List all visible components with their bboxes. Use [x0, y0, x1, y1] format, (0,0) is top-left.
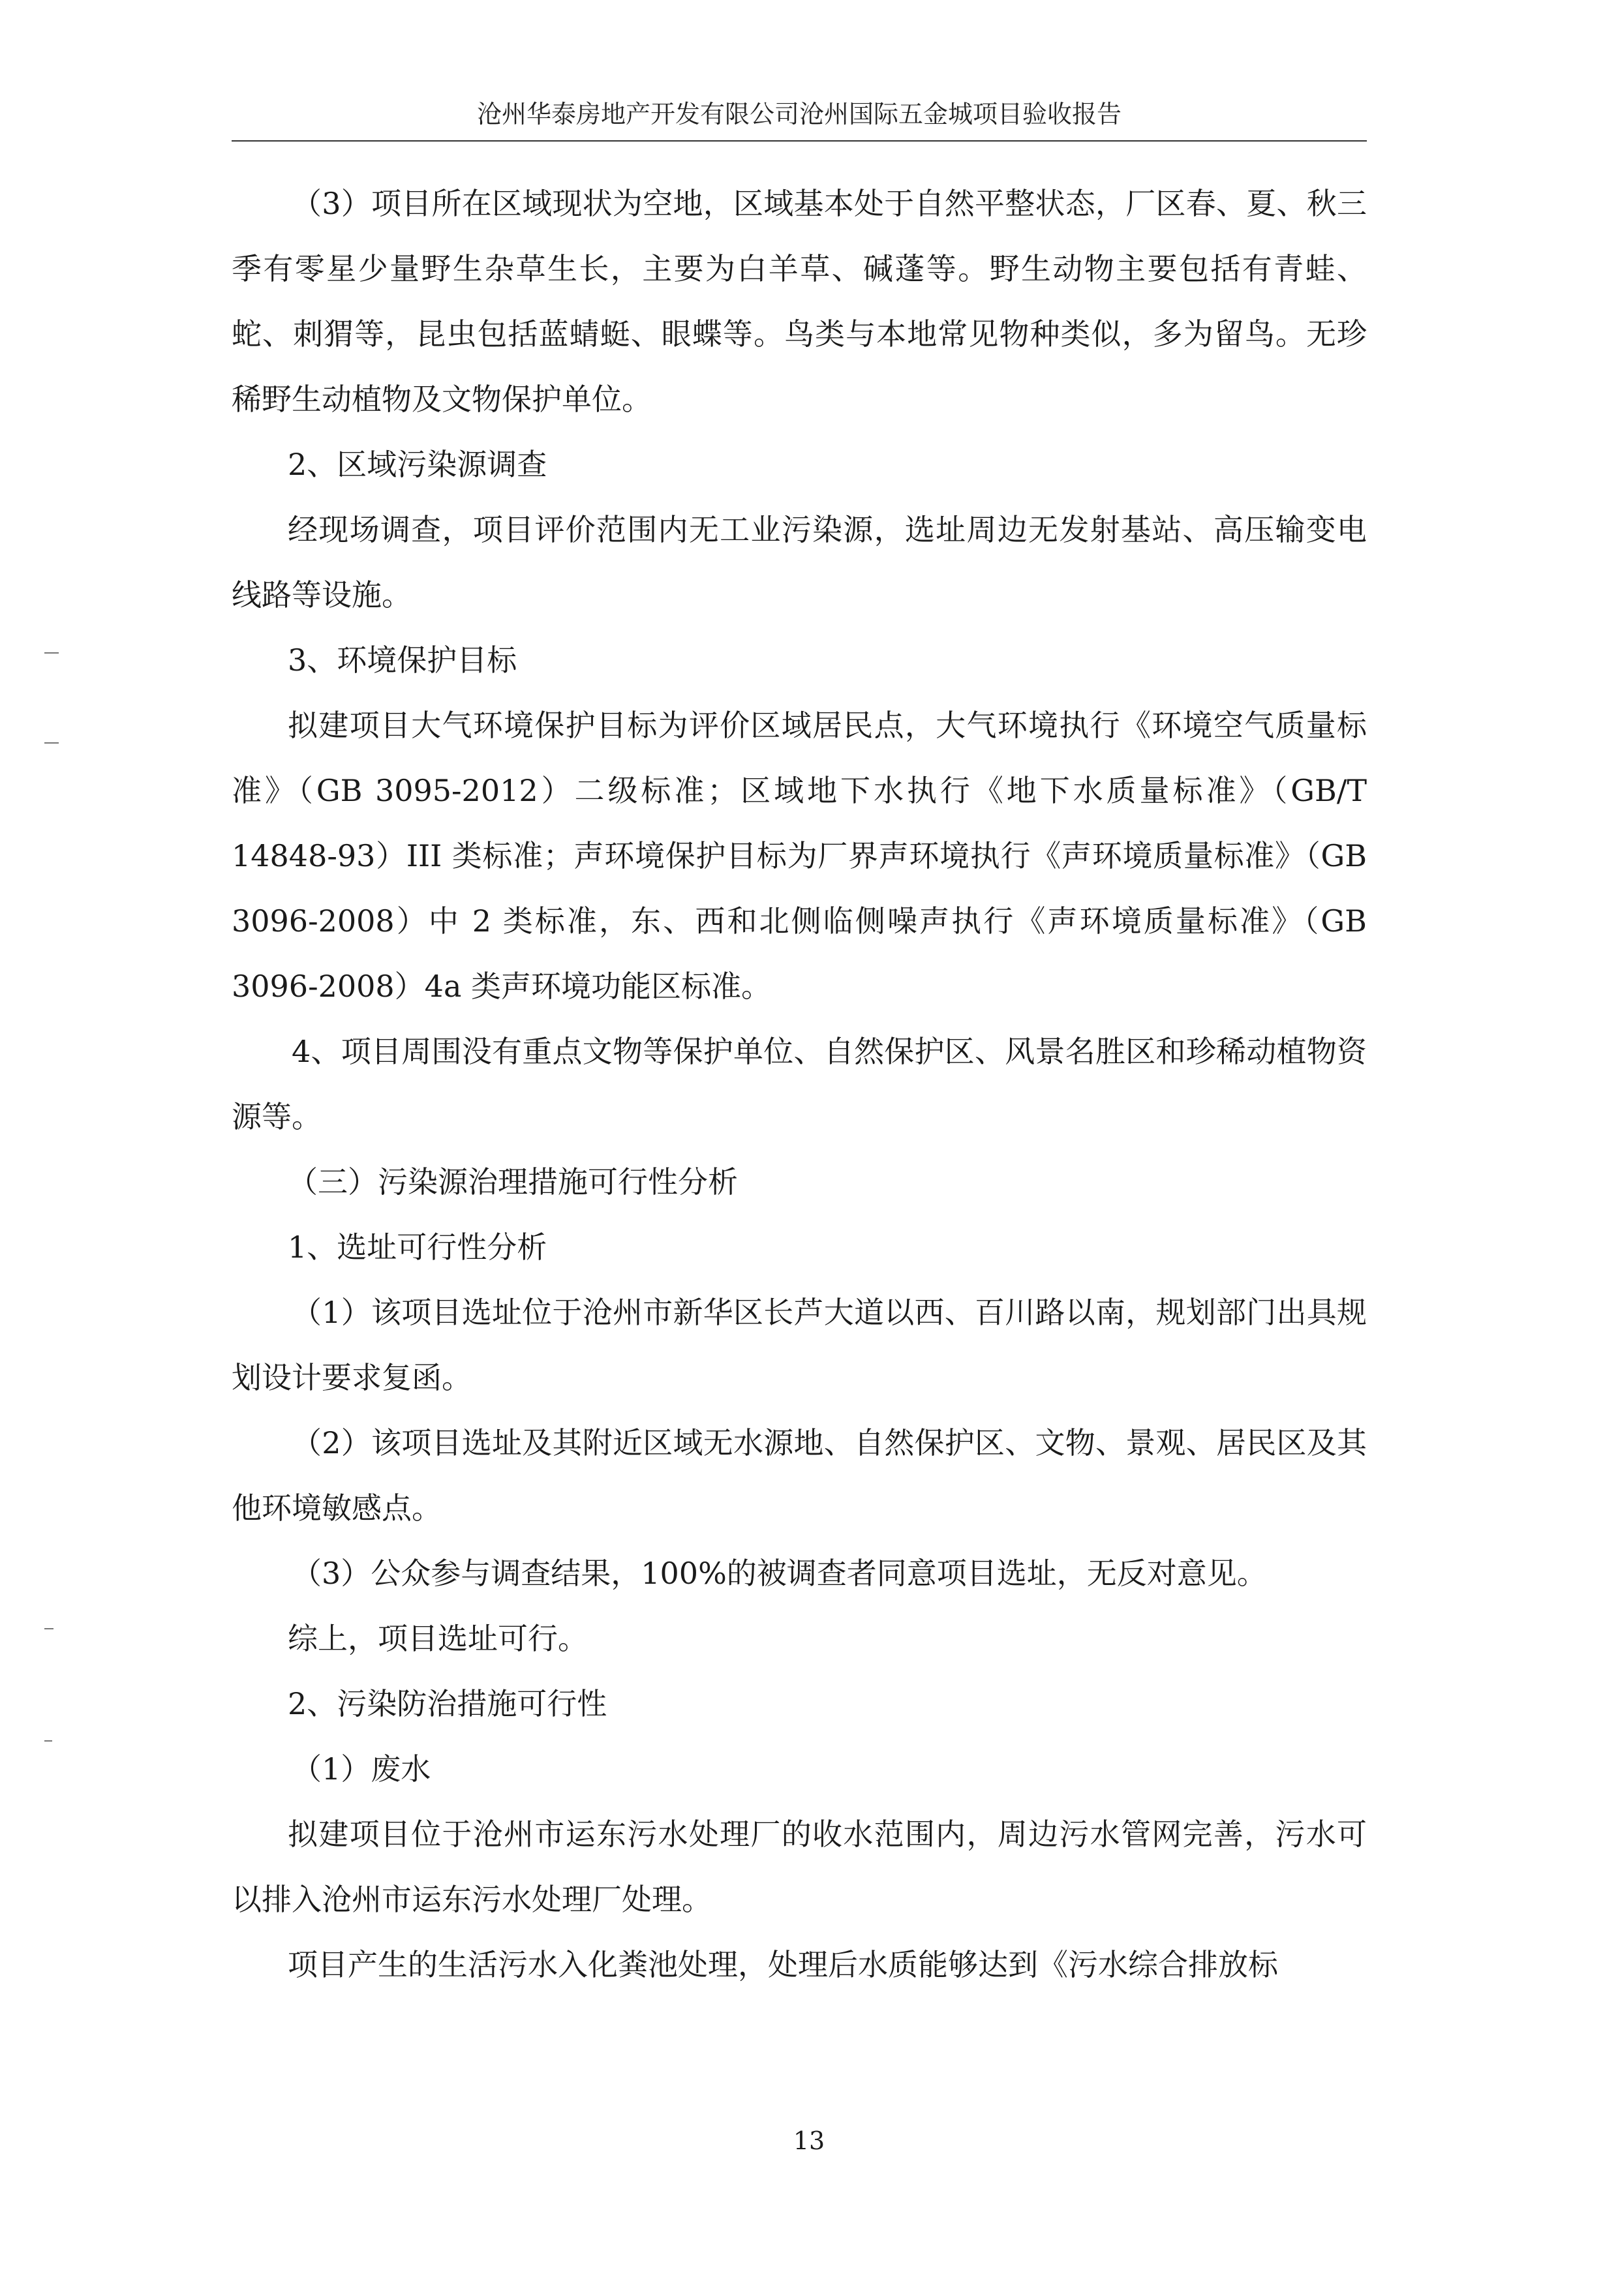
- paragraph-protection-targets: 拟建项目大气环境保护目标为评价区域居民点，大气环境执行《环境空气质量标准》（GB 3095-2012）二级标准；区域地下水执行《地下水质量标准》（GB/T 14848-93）III 类标准；声环境保护目标为厂界声环境执行《声环境质量标准》（GB 3096-2008）中 2 类标准，东、西和北侧临侧噪声执行《声环境质量标准》（GB 3096-2008）4a 类声环境功能区标准。: [232, 708, 1367, 1004]
- scan-mark: [44, 1628, 53, 1629]
- scan-mark: [44, 742, 59, 744]
- heading-wastewater: （1）废水: [292, 1751, 431, 1787]
- scan-mark: [44, 652, 59, 654]
- paragraph-pollution-survey: 经现场调查，项目评价范围内无工业污染源，选址周边无发射基站、高压输变电线路等设施。: [232, 512, 1367, 612]
- paragraph-wastewater-network: 拟建项目位于沧州市运东污水处理厂的收水范围内，周边污水管网完善，污水可以排入沧州市运东污水处理厂处理。: [232, 1817, 1367, 1917]
- paragraph-wastewater-treatment: 项目产生的生活污水入化粪池处理，处理后水质能够达到《污水综合排放标: [288, 1947, 1278, 1982]
- body-text: [232, 171, 1367, 1997]
- paragraph-cultural-relics: 4、项目周围没有重点文物等保护单位、自然保护区、风景名胜区和珍稀动植物资源等。: [232, 1034, 1367, 1134]
- scan-mark: [44, 1740, 52, 1742]
- running-header: 沧州华泰房地产开发有限公司沧州国际五金城项目验收报告: [476, 100, 1122, 128]
- page-number: 13: [793, 2126, 825, 2155]
- paragraph-public-participation: （3）公众参与调查结果，100%的被调查者同意项目选址，无反对意见。: [292, 1556, 1267, 1591]
- heading-pollution-survey: 2、区域污染源调查: [288, 447, 547, 482]
- paragraph-site-sensitivity: （2）该项目选址及其附近区域无水源地、自然保护区、文物、景观、居民区及其他环境敏感点。: [232, 1425, 1367, 1526]
- heading-site-feasibility: 1、选址可行性分析: [288, 1230, 547, 1265]
- paragraph-site-conclusion: 综上，项目选址可行。: [288, 1621, 588, 1656]
- heading-protection-targets: 3、环境保护目标: [288, 642, 517, 678]
- paragraph-site-location: （1）该项目选址位于沧州市新华区长芦大道以西、百川路以南，规划部门出具规划设计要求复函。: [232, 1295, 1367, 1395]
- header-rule: [232, 140, 1367, 142]
- heading-pollution-control: 2、污染防治措施可行性: [288, 1686, 607, 1721]
- paragraph-habitat: （3）项目所在区域现状为空地，区域基本处于自然平整状态，厂区春、夏、秋三季有零星少量野生杂草生长，主要为白羊草、碱蓬等。野生动物主要包括有青蛙、蛇、刺猬等，昆虫包括蓝蜻蜓、眼蝶等。鸟类与本地常见物种类似，多为留鸟。无珍稀野生动植物及文物保护单位。: [232, 186, 1367, 417]
- heading-feasibility: （三）污染源治理措施可行性分析: [288, 1164, 738, 1200]
